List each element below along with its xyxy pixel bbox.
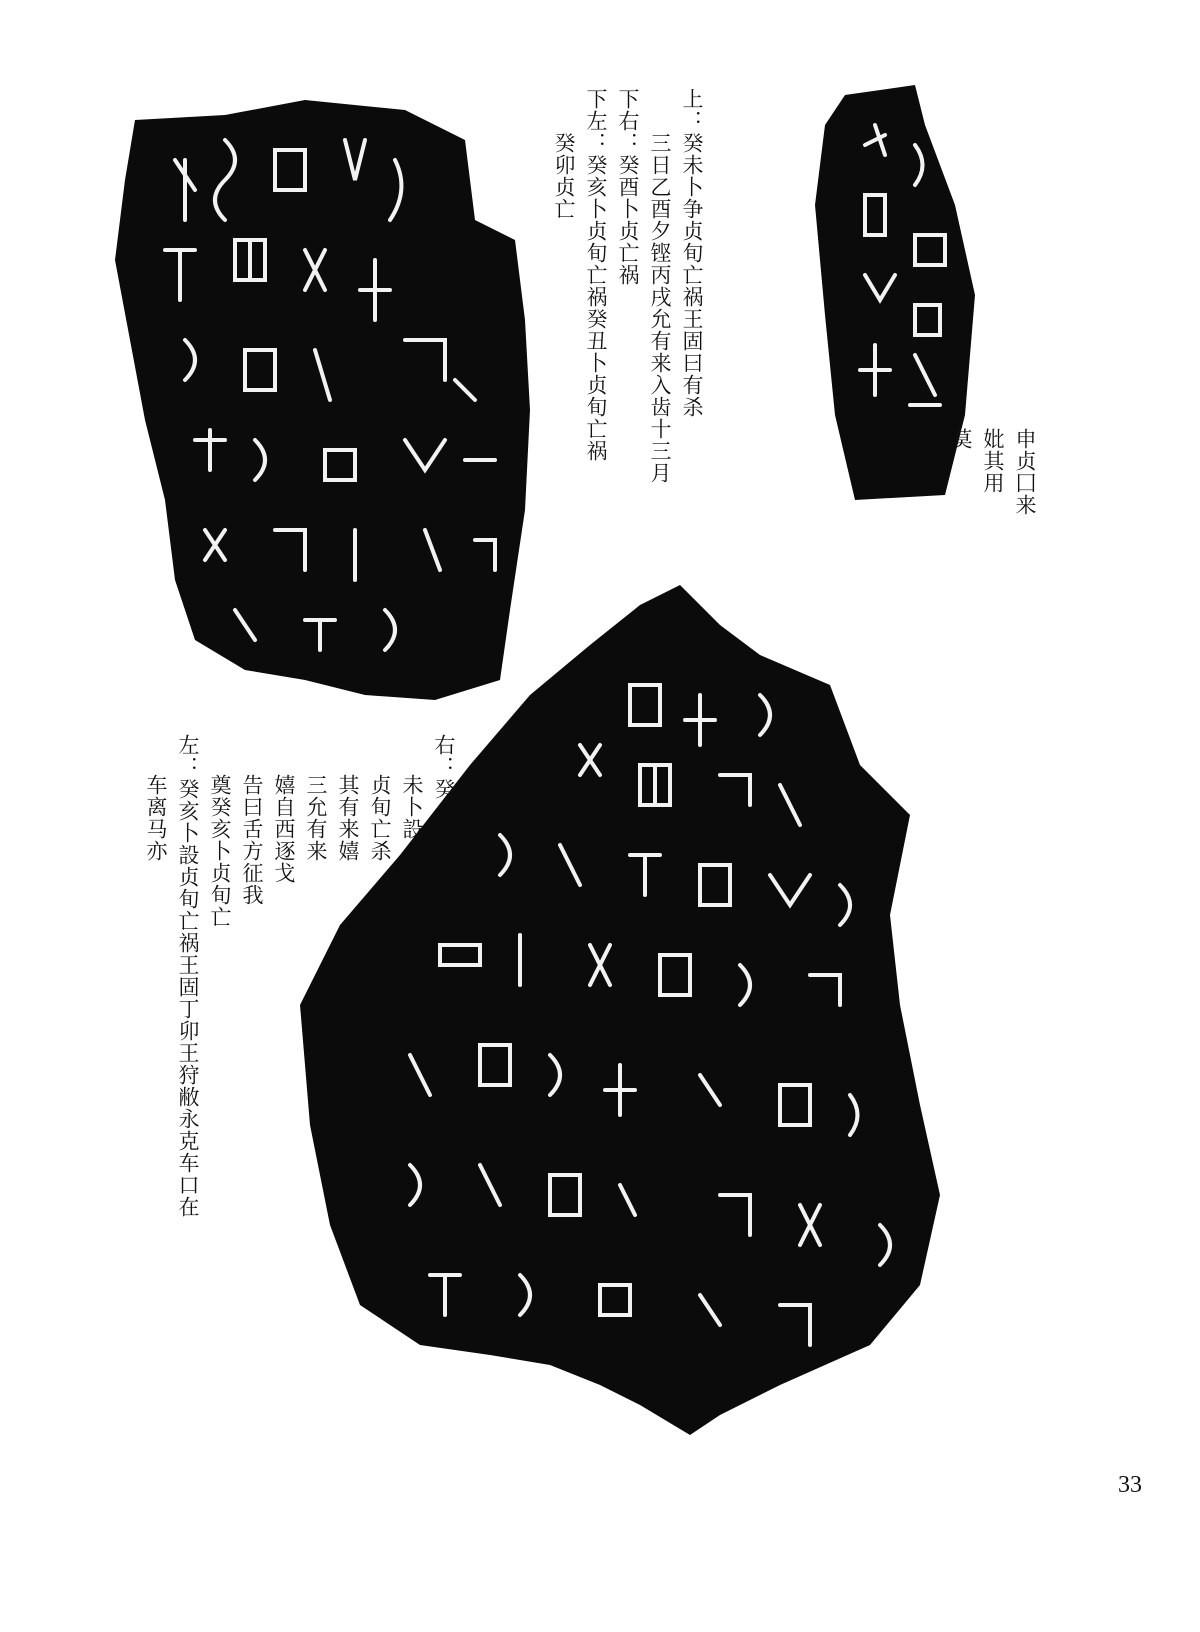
caption-line: 下右：癸酉卜贞亡祸	[616, 88, 640, 286]
caption-line: 右：癸	[432, 734, 456, 800]
caption-line: 奠癸亥卜贞旬亡	[208, 774, 232, 928]
caption-line: 癸卯贞亡	[552, 132, 576, 220]
caption-line: 未卜設	[400, 774, 424, 840]
caption-top-right-rubbing	[945, 428, 1041, 516]
caption-line: 上：癸未卜争贞旬亡祸王固曰有杀	[680, 88, 704, 418]
caption-top-left-rubbing	[548, 88, 708, 484]
caption-line: 莫	[949, 428, 973, 450]
caption-line: 三允有来	[304, 774, 328, 862]
caption-bottom-rubbing-right	[236, 734, 460, 906]
caption-line: 左：癸亥卜設贞旬亡祸王固丁卯王狩敝永克车口在	[176, 734, 200, 1218]
oracle-bone-rubbing-bottom	[300, 585, 940, 1445]
page-number: 33	[1118, 1472, 1142, 1498]
caption-line: 告曰舌方征我	[240, 774, 264, 906]
caption-line: 申贞囗来	[1013, 428, 1037, 516]
caption-line: 下左：癸亥卜贞旬亡祸癸丑卜贞旬亡祸	[584, 88, 608, 462]
caption-line: 嬉自西逐戈	[272, 774, 296, 884]
caption-line: 其有来嬉	[336, 774, 360, 862]
caption-line: 三日乙酉夕铿丙戌允有来入齿十三月	[648, 132, 672, 484]
caption-line: 贞旬亡杀	[368, 774, 392, 862]
caption-line: 车离马亦	[144, 774, 168, 862]
caption-line: 妣其用	[981, 428, 1005, 494]
caption-bottom-rubbing-left	[140, 734, 236, 1218]
